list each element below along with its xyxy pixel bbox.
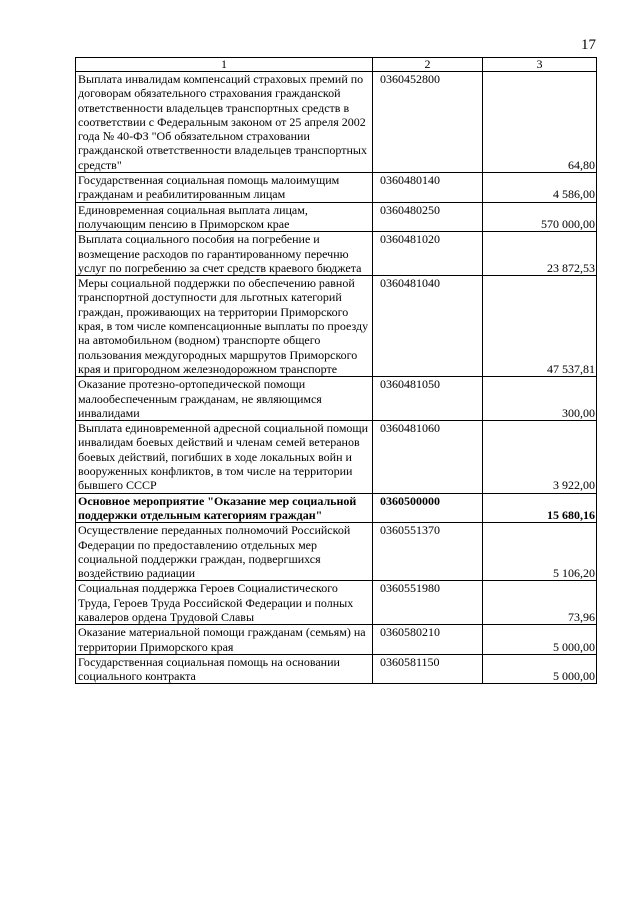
row-name-cell: Оказание материальной помощи гражданам (семьям) на территории Приморского края xyxy=(76,625,373,655)
table-row xyxy=(76,377,597,421)
row-code-cell: 0360480250 xyxy=(373,202,483,232)
table-header-row xyxy=(76,58,597,72)
row-name-cell: Социальная поддержка Героев Социалистического Труда, Героев Труда Российской Федерации и полных кавалеров ордена Трудовой Славы xyxy=(76,581,373,625)
row-amount-cell: 15 680,16 xyxy=(483,493,597,523)
row-amount-cell: 23 872,53 xyxy=(483,232,597,276)
column-header-3: 3 xyxy=(483,58,597,72)
row-amount-cell: 5 000,00 xyxy=(483,654,597,684)
row-name-cell: Государственная социальная помощь на основании социального контракта xyxy=(76,654,373,684)
row-amount-cell: 4 586,00 xyxy=(483,173,597,203)
row-name-cell: Единовременная социальная выплата лицам, получающим пенсию в Приморском крае xyxy=(76,202,373,232)
table-row xyxy=(76,72,597,173)
table-row xyxy=(76,581,597,625)
page-number: 17 xyxy=(581,37,596,53)
row-code-cell: 0360551370 xyxy=(373,523,483,581)
column-header-1: 1 xyxy=(76,58,373,72)
row-code-cell: 0360481040 xyxy=(373,276,483,377)
table-row xyxy=(76,232,597,276)
table-row xyxy=(76,493,597,523)
row-name-cell: Выплата социального пособия на погребение и возмещение расходов по гарантированному перечню услуг по погребению за счет средств краевого бюджета xyxy=(76,232,373,276)
row-amount-cell: 5 106,20 xyxy=(483,523,597,581)
row-name-cell: Выплата инвалидам компенсаций страховых премий по договорам обязательного страхования гражданской ответственности владельцев транспортных средств в соответствии с Федеральным законом от 25 апреля 2002 года № 40-ФЗ "Об обязательном страховании гражданской ответственности владельцев транспортных средств" xyxy=(76,72,373,173)
table-row xyxy=(76,421,597,493)
table-row xyxy=(76,654,597,684)
row-name-cell: Меры социальной поддержки по обеспечению равной транспортной доступности для льготных категорий граждан, проживающих на территории Приморского края, в том числе компенсационные выплаты по проезду на автомобильном (водном) транспорте общего пользования междугородных маршрутов Приморского края и пригородном железнодорожном транспорте xyxy=(76,276,373,377)
row-code-cell: 0360500000 xyxy=(373,493,483,523)
row-amount-cell: 3 922,00 xyxy=(483,421,597,493)
row-name-cell: Основное мероприятие "Оказание мер социальной поддержки отдельным категориям граждан" xyxy=(76,493,373,523)
row-name-cell: Выплата единовременной адресной социальной помощи инвалидам боевых действий и членам семей ветеранов боевых действий, погибших в ходе локальных войн и вооруженных конфликтов, в том числе на территории бывшего СССР xyxy=(76,421,373,493)
row-amount-cell: 47 537,81 xyxy=(483,276,597,377)
row-amount-cell: 5 000,00 xyxy=(483,625,597,655)
row-code-cell: 0360551980 xyxy=(373,581,483,625)
row-amount-cell: 73,96 xyxy=(483,581,597,625)
row-code-cell: 0360581150 xyxy=(373,654,483,684)
table-row xyxy=(76,173,597,203)
table-row xyxy=(76,202,597,232)
column-header-2: 2 xyxy=(373,58,483,72)
table-row xyxy=(76,276,597,377)
row-code-cell: 0360481020 xyxy=(373,232,483,276)
row-amount-cell: 64,80 xyxy=(483,72,597,173)
row-name-cell: Осуществление переданных полномочий Российской Федерации по предоставлению отдельных мер социальной поддержки граждан, подвергшихся воздействию радиации xyxy=(76,523,373,581)
row-code-cell: 0360481050 xyxy=(373,377,483,421)
table-row xyxy=(76,523,597,581)
row-code-cell: 0360452800 xyxy=(373,72,483,173)
row-amount-cell: 300,00 xyxy=(483,377,597,421)
row-name-cell: Оказание протезно-ортопедической помощи малообеспеченным гражданам, не являющимся инвалидами xyxy=(76,377,373,421)
row-amount-cell: 570 000,00 xyxy=(483,202,597,232)
row-code-cell: 0360480140 xyxy=(373,173,483,203)
row-code-cell: 0360580210 xyxy=(373,625,483,655)
row-name-cell: Государственная социальная помощь малоимущим гражданам и реабилитированным лицам xyxy=(76,173,373,203)
table-row xyxy=(76,625,597,655)
budget-table xyxy=(75,57,597,684)
row-code-cell: 0360481060 xyxy=(373,421,483,493)
